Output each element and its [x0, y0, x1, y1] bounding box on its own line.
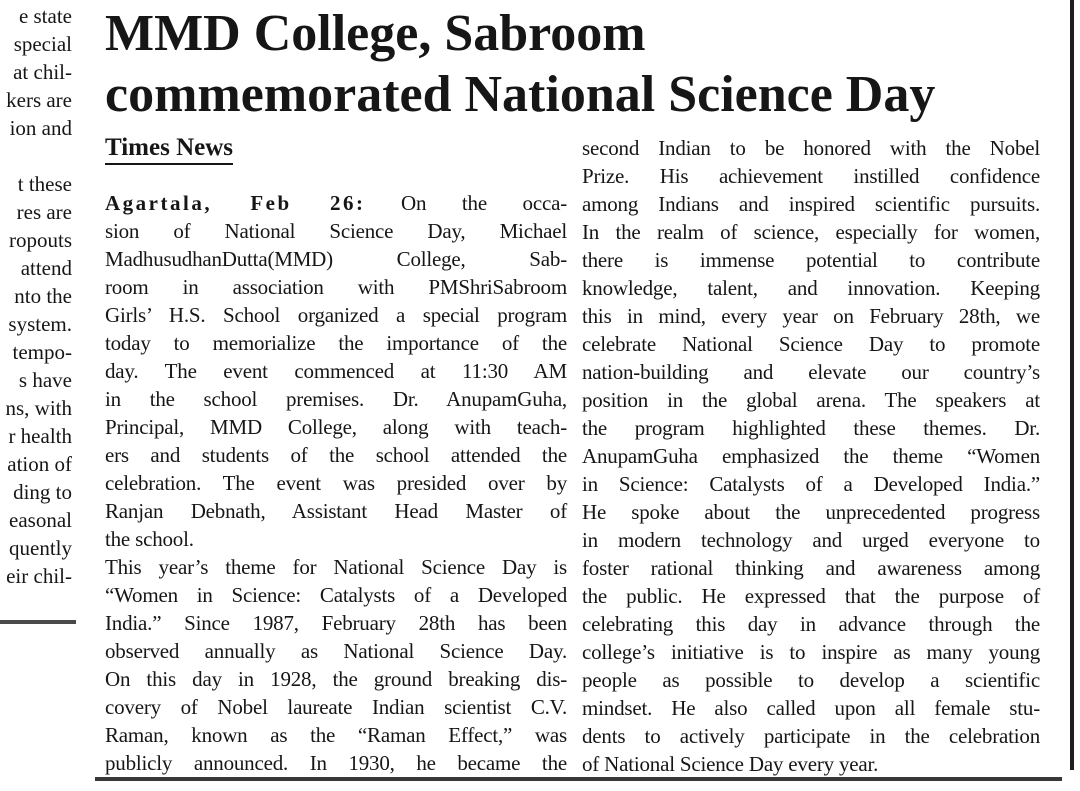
- adjacent-column-divider: [0, 620, 76, 624]
- body-line: sion of National Science Day, Michael: [105, 219, 567, 243]
- adjacent-column-line: t these: [17, 172, 72, 196]
- body-line: celebrating this day in advance through the: [582, 612, 1040, 636]
- adjacent-column-line: attend: [20, 256, 72, 280]
- adjacent-column-line: nto the: [14, 284, 72, 308]
- body-line: among Indians and inspired scientific pursuits.: [582, 192, 1040, 216]
- adjacent-column-line: e state: [18, 4, 72, 28]
- body-line: room in association with PMShriSabroom: [105, 275, 567, 299]
- body-line: today to memorialize the importance of the: [105, 331, 567, 355]
- column1-body: [105, 189, 567, 777]
- adjacent-column-line: ns, with: [5, 396, 72, 420]
- body-line: of National Science Day every year.: [582, 752, 879, 776]
- article-headline: [105, 0, 1062, 125]
- dateline-rest: On the occa-: [401, 191, 567, 215]
- body-line: Raman, known as the “Raman Effect,” was: [105, 723, 567, 747]
- body-line: foster rational thinking and awareness among: [582, 556, 1040, 580]
- body-line: On this day in 1928, the ground breaking dis-: [105, 667, 567, 691]
- body-line: there is immense potential to contribute: [582, 248, 1040, 272]
- body-line: this in mind, every year on February 28th, we: [582, 304, 1040, 328]
- body-line: Prize. His achievement instilled confidence: [582, 164, 1040, 188]
- adjacent-column-fragment: [0, 2, 72, 590]
- article-column-1: [105, 132, 567, 777]
- body-line: celebration. The event was presided over by: [105, 471, 567, 495]
- body-line: This year’s theme for National Science Day is: [105, 555, 567, 579]
- body-line: “Women in Science: Catalysts of a Developed: [105, 583, 567, 607]
- dateline-line: [105, 189, 567, 217]
- column1-lines: [105, 217, 567, 777]
- article-column-2: [582, 134, 1040, 778]
- adjacent-column-line: s have: [18, 368, 72, 392]
- adjacent-column-line: ation of: [7, 452, 72, 476]
- body-line: the school.: [105, 527, 194, 551]
- body-line: celebrate National Science Day to promote: [582, 332, 1040, 356]
- body-line: mindset. He also called upon all female stu-: [582, 696, 1040, 720]
- body-line: He spoke about the unprecedented progress: [582, 500, 1040, 524]
- headline-line-1: MMD College, Sabroom: [105, 5, 646, 62]
- adjacent-column-line: special: [13, 32, 72, 56]
- body-line: Ranjan Debnath, Assistant Head Master of: [105, 499, 567, 523]
- body-line: MadhusudhanDutta(MMD) College, Sab-: [105, 247, 567, 271]
- body-line: In the realm of science, especially for women,: [582, 220, 1040, 244]
- adjacent-column-line: ding to: [13, 480, 72, 504]
- body-line: the public. He expressed that the purpose of: [582, 584, 1040, 608]
- adjacent-column-line: ropouts: [9, 228, 72, 252]
- adjacent-column-line: at chil-: [13, 60, 72, 84]
- right-column-divider: [1070, 0, 1074, 770]
- body-line: the program highlighted these themes. Dr.: [582, 416, 1040, 440]
- adjacent-column-line: kers are: [6, 88, 72, 112]
- body-line: in modern technology and urged everyone to: [582, 528, 1040, 552]
- body-line: college’s initiative is to inspire as many young: [582, 640, 1040, 664]
- body-line: in the school premises. Dr. AnupamGuha,: [105, 387, 567, 411]
- body-line: dents to actively participate in the celebration: [582, 724, 1040, 748]
- body-line: ers and students of the school attended the: [105, 443, 567, 467]
- body-line: Girls’ H.S. School organized a special program: [105, 303, 567, 327]
- byline-row: [105, 132, 567, 189]
- adjacent-column-line: [0, 142, 72, 170]
- article: [105, 0, 1062, 791]
- body-line: covery of Nobel laureate Indian scientist C.V.: [105, 695, 567, 719]
- adjacent-column-line: r health: [8, 424, 72, 448]
- body-line: AnupamGuha emphasized the theme “Women: [582, 444, 1040, 468]
- adjacent-column-line: eir chil-: [6, 564, 72, 588]
- body-line: second Indian to be honored with the Nobel: [582, 136, 1040, 160]
- adjacent-column-line: system.: [8, 312, 72, 336]
- body-line: knowledge, talent, and innovation. Keeping: [582, 276, 1040, 300]
- adjacent-column-line: tempo-: [12, 340, 72, 364]
- body-line: day. The event commenced at 11:30 AM: [105, 359, 567, 383]
- body-line: in Science: Catalysts of a Developed India.”: [582, 472, 1040, 496]
- adjacent-column-line: easonal: [9, 508, 72, 532]
- body-line: publicly announced. In 1930, he became the: [105, 751, 567, 775]
- dateline: Agartala, Feb 26:: [105, 191, 366, 215]
- body-line: people as possible to develop a scientific: [582, 668, 1040, 692]
- body-line: observed annually as National Science Day.: [105, 639, 567, 663]
- adjacent-column-line: quently: [9, 536, 72, 560]
- bottom-divider: [95, 777, 1062, 781]
- adjacent-column-line: ion and: [9, 116, 72, 140]
- body-line: Principal, MMD College, along with teach-: [105, 415, 567, 439]
- body-line: position in the global arena. The speakers at: [582, 388, 1040, 412]
- byline: Times News: [105, 133, 233, 165]
- body-line: India.” Since 1987, February 28th has been: [105, 611, 567, 635]
- headline-line-2: commemorated National Science Day: [105, 66, 936, 123]
- adjacent-column-line: res are: [16, 200, 72, 224]
- column2-lines: [582, 134, 1040, 778]
- body-line: nation-building and elevate our country’s: [582, 360, 1040, 384]
